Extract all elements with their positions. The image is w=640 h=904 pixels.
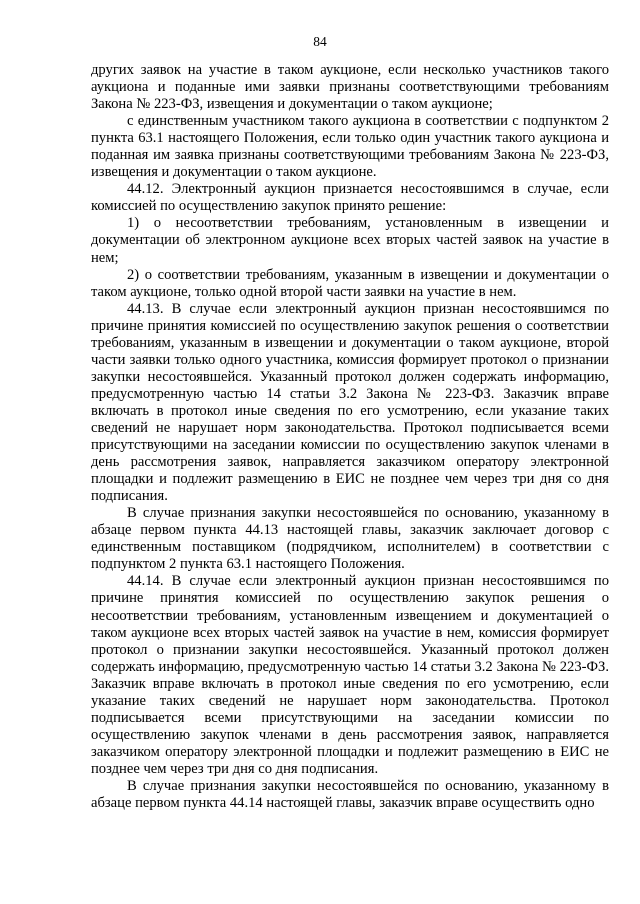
paragraph-44-12: 44.12. Электронный аукцион признается несостоявшимся в случае, если комиссией по осуществлению закупок принято решение: — [91, 181, 609, 215]
paragraph-44-13: 44.13. В случае если электронный аукцион признан несостоявшимся по причине принятия комиссией по осуществлению закупок решения о соответствии требованиям, указанным в извещении и документации о таком аукционе, второй части заявки только одного участника, комиссия формирует протокол о признании закупки несостоявшейся. Указанный протокол должен содержать информацию, предусмотренную частью 14 статьи 3.2 Закона № 223-ФЗ. Заказчик вправе включать в протокол иные сведения по его усмотрению, если указание таких сведений не нарушает норм законодательства. Протокол подписывается всеми присутствующими на заседании комиссии по осуществлению закупок членами в день рассмотрения заявок, направляется заказчиком оператору электронной площадки и подлежит размещению в ЕИС не позднее чем через три дня со дня подписания. — [91, 300, 609, 505]
page-number: 84 — [313, 34, 327, 49]
paragraph-44-14-consequence: В случае признания закупки несостоявшейся по основанию, указанному в абзаце первом пункта 44.14 настоящей главы, заказчик вправе осуществить одно — [91, 777, 609, 812]
paragraph-44-13-consequence: В случае признания закупки несостоявшейся по основанию, указанному в абзаце первом пункта 44.13 настоящей главы, заказчик заключает договор с единственным поставщиком (подрядчиком, исполнителем) в соответствии с подпунктом 2 пункта 63.1 настоящего Положения. — [91, 505, 609, 573]
paragraph-44-12-item-1: 1) о несоответствии требованиям, установленным в извещении и документации об электронном аукционе всех вторых частей заявок на участие в нем; — [91, 215, 609, 266]
paragraph-continuation: других заявок на участие в таком аукционе, если несколько участников такого аукциона и поданные ими заявки признаны соответствующими требованиям Закона № 223-ФЗ, извещения и документации о таком аукционе; — [91, 62, 609, 113]
paragraph-44-14: 44.14. В случае если электронный аукцион признан несостоявшимся по причине принятия комиссией по осуществлению закупок решения о несоответствии требованиям, установленным извещением и документацией о таком аукционе всех вторых частей заявок на участие в нем, комиссия формирует протокол о признании закупки несостоявшейся. Указанный протокол должен содержать информацию, предусмотренную частью 14 статьи 3.2 Закона № 223-ФЗ. Заказчик вправе включать в протокол иные сведения по его усмотрению, если указание таких сведений не нарушает норм законодательства. Протокол подписывается всеми присутствующими на заседании комиссии по осуществлению закупок членами в день рассмотрения заявок, направляется заказчиком оператору электронной площадки и подлежит размещению в ЕИС не позднее чем через три дня со дня подписания. — [91, 573, 609, 777]
paragraph-sole-participant: с единственным участником такого аукциона в соответствии с подпунктом 2 пункта 63.1 настоящего Положения, если только один участник такого аукциона и поданная им заявка признаны соответствующими требованиям Закона № 223-ФЗ, извещения и документации о таком аукционе. — [91, 113, 609, 181]
paragraph-44-12-item-2: 2) о соответствии требованиям, указанным в извещении и документации о таком аукционе, только одной второй части заявки на участие в нем. — [91, 266, 609, 300]
page-body — [91, 62, 609, 812]
